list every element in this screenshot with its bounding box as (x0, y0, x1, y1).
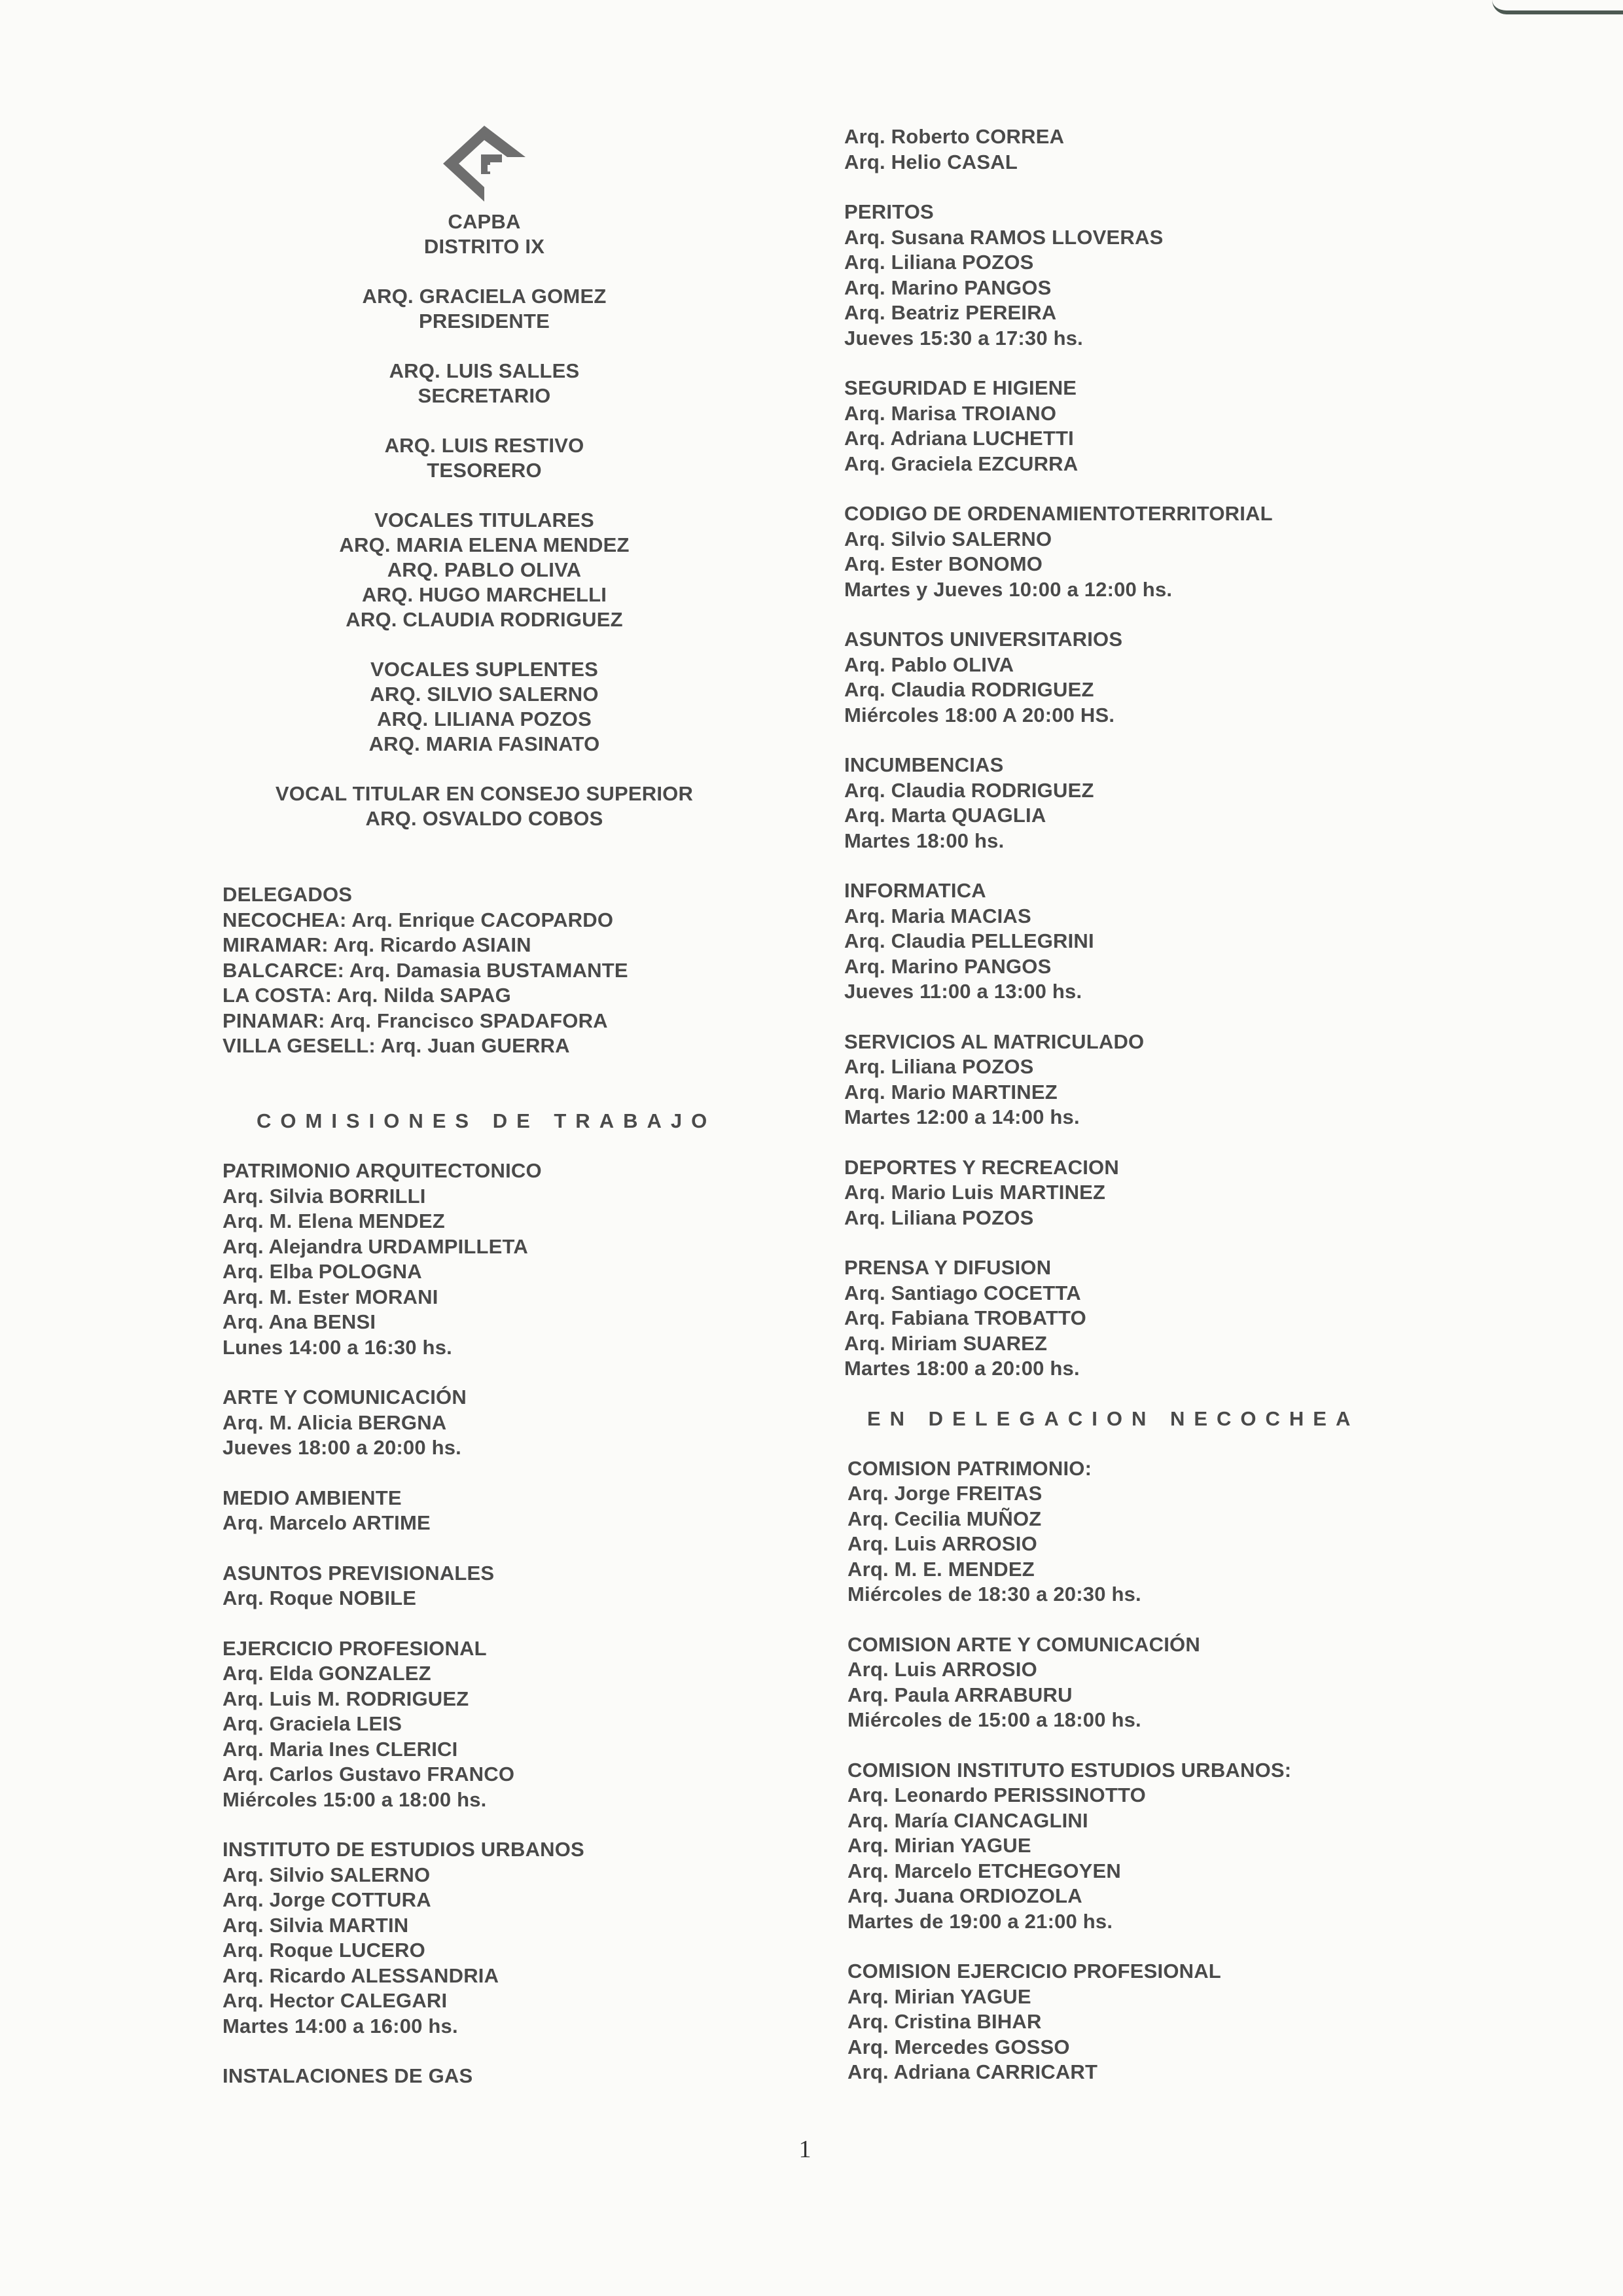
schedule-line: Miércoles 18:00 A 20:00 HS. (844, 703, 1115, 726)
comision-section (844, 878, 1577, 1005)
header-line: ARQ. HUGO MARCHELLI (361, 583, 607, 606)
section-title: ASUNTOS UNIVERSITARIOS (844, 628, 1123, 651)
member-line: Arq. Silvio SALERNO (223, 1863, 431, 1886)
necochea-heading: EN DELEGACION NECOCHEA (867, 1407, 1360, 1430)
section-title: CODIGO DE ORDENAMIENTOTERRITORIAL (844, 502, 1273, 525)
comision-section (844, 1255, 1577, 1382)
section-title: ARTE Y COMUNICACIÓN (223, 1386, 467, 1408)
member-line: Arq. Graciela EZCURRA (844, 452, 1079, 475)
header-line: VOCAL TITULAR EN CONSEJO SUPERIOR (275, 782, 694, 805)
header-line: TESORERO (427, 459, 542, 482)
member-line: Arq. Silvia MARTIN (223, 1913, 409, 1937)
delegate-line: LA COSTA: Arq. Nilda SAPAG (223, 984, 511, 1007)
schedule-line: Martes 18:00 a 20:00 hs. (844, 1357, 1080, 1380)
member-line: Arq. Paula ARRABURU (847, 1683, 1073, 1706)
member-line: Arq. Marisa TROIANO (844, 401, 1057, 425)
header-line: ARQ. PABLO OLIVA (387, 558, 582, 581)
schedule-line: Lunes 14:00 a 16:30 hs. (223, 1335, 452, 1359)
comision-section (844, 501, 1577, 602)
member-line: Arq. Pablo OLIVA (844, 653, 1014, 676)
member-line: Arq. Graciela LEIS (223, 1712, 402, 1735)
member-line: Arq. Adriana CARRICART (847, 2060, 1098, 2083)
member-line: Arq. Claudia RODRIGUEZ (844, 678, 1094, 701)
necochea-section (847, 1456, 1577, 1607)
scan-corner-mark (1492, 0, 1623, 14)
member-line: Arq. Jorge COTTURA (223, 1888, 431, 1911)
comision-section (844, 200, 1577, 351)
section-title: COMISION INSTITUTO ESTUDIOS URBANOS: (847, 1758, 1292, 1782)
comision-continuation (844, 124, 1577, 175)
member-line: Arq. Marta QUAGLIA (844, 804, 1046, 827)
member-line: Arq. Marino PANGOS (844, 276, 1052, 299)
section-title: INCUMBENCIAS (844, 753, 1004, 776)
section-title: DELEGADOS (223, 883, 353, 906)
section-title: PATRIMONIO ARQUITECTONICO (223, 1159, 542, 1182)
header-line: DISTRITO IX (423, 235, 545, 258)
member-line: Arq. Helio CASAL (844, 150, 1018, 173)
necochea-section (847, 1632, 1577, 1733)
member-line: Arq. Ester BONOMO (844, 552, 1043, 575)
member-line: Arq. María CIANCAGLINI (847, 1808, 1088, 1832)
comisiones-left-column (223, 1109, 812, 2114)
header-line: CAPBA (448, 210, 521, 233)
comision-section (223, 1486, 812, 1536)
member-line: Arq. Liliana POZOS (844, 1055, 1034, 1078)
header-line: ARQ. LILIANA POZOS (377, 708, 592, 730)
header-line: ARQ. SILVIO SALERNO (370, 683, 599, 706)
schedule-line: Martes 12:00 a 14:00 hs. (844, 1105, 1080, 1128)
member-line: Arq. Maria Ines CLERICI (223, 1737, 458, 1761)
section-title: INSTALACIONES DE GAS (223, 2064, 473, 2087)
right-column (844, 124, 1577, 2110)
member-line: Arq. Alejandra URDAMPILLETA (223, 1234, 528, 1258)
schedule-line: Martes y Jueves 10:00 a 12:00 hs. (844, 577, 1173, 601)
header-line: ARQ. LUIS SALLES (389, 359, 580, 382)
member-line: Arq. Silvio SALERNO (844, 527, 1052, 550)
header-line: VOCALES TITULARES (374, 509, 594, 531)
section-title: SEGURIDAD E HIGIENE (844, 376, 1077, 399)
delegate-line: BALCARCE: Arq. Damasia BUSTAMANTE (223, 958, 628, 982)
section-title: COMISION PATRIMONIO: (847, 1456, 1092, 1480)
member-line: Arq. Cristina BIHAR (847, 2010, 1042, 2033)
header-line: PRESIDENTE (418, 310, 550, 332)
comision-section (844, 1155, 1577, 1231)
member-line: Arq. M. E. MENDEZ (847, 1557, 1035, 1581)
comision-section (223, 1385, 812, 1461)
header-line: SECRETARIO (418, 384, 551, 407)
member-line: Arq. Roque NOBILE (223, 1587, 417, 1609)
page-number: 1 (798, 2136, 812, 2163)
member-line: Arq. M. Alicia BERGNA (223, 1410, 447, 1434)
member-line: Arq. Hector CALEGARI (223, 1989, 448, 2012)
section-title: MEDIO AMBIENTE (223, 1486, 402, 1509)
comision-section (844, 376, 1577, 476)
comision-section (844, 1030, 1577, 1130)
member-line: Arq. M. Elena MENDEZ (223, 1210, 445, 1232)
delegate-line: VILLA GESELL: Arq. Juan GUERRA (223, 1034, 570, 1057)
comision-section (223, 1837, 812, 2039)
comision-section (223, 1636, 812, 1813)
member-line: Arq. Leonardo PERISSINOTTO (847, 1784, 1146, 1806)
member-line: Arq. Maria MACIAS (844, 904, 1031, 927)
schedule-line: Jueves 11:00 a 13:00 hs. (844, 980, 1082, 1003)
member-line: Arq. Adriana LUCHETTI (844, 427, 1074, 450)
member-line: Arq. Ana BENSI (223, 1310, 376, 1333)
member-line: Arq. Marino PANGOS (844, 954, 1052, 978)
comision-section (844, 627, 1577, 728)
member-line: Arq. Liliana POZOS (844, 1206, 1034, 1229)
necochea-section (847, 1758, 1577, 1935)
schedule-line: Jueves 15:30 a 17:30 hs. (844, 326, 1083, 350)
section-title: EJERCICIO PROFESIONAL (223, 1636, 487, 1660)
capba-logo-icon (442, 124, 527, 203)
section-title: COMISION EJERCICIO PROFESIONAL (847, 1960, 1221, 1982)
delegate-line: PINAMAR: Arq. Francisco SPADAFORA (223, 1009, 608, 1032)
member-line: Arq. Miriam SUAREZ (844, 1331, 1048, 1355)
header-line: ARQ. MARIA ELENA MENDEZ (339, 533, 630, 556)
member-line: Arq. Marcelo ARTIME (223, 1511, 431, 1534)
header-line: ARQ. MARIA FASINATO (368, 732, 600, 755)
member-line: Arq. Juana ORDIOZOLA (847, 1884, 1082, 1907)
delegate-line: NECOCHEA: Arq. Enrique CACOPARDO (223, 908, 614, 931)
section-title: PERITOS (844, 200, 934, 223)
schedule-line: Miércoles de 18:30 a 20:30 hs. (847, 1583, 1141, 1605)
section-title: PRENSA Y DIFUSION (844, 1256, 1052, 1279)
section-title: INFORMATICA (844, 879, 986, 902)
schedule-line: Martes de 19:00 a 21:00 hs. (847, 1909, 1113, 1933)
member-line: Arq. Roberto CORREA (844, 125, 1065, 148)
member-line: Arq. Claudia PELLEGRINI (844, 929, 1094, 952)
section-title: DEPORTES Y RECREACION (844, 1155, 1119, 1179)
member-line: Arq. Roque LUCERO (223, 1939, 425, 1962)
delegate-line: MIRAMAR: Arq. Ricardo ASIAIN (223, 933, 531, 956)
member-line: Arq. Mirian YAGUE (847, 1984, 1031, 2008)
header-line: ARQ. OSVALDO COBOS (365, 807, 603, 830)
header-line: VOCALES SUPLENTES (370, 658, 598, 681)
member-line: Arq. Luis ARROSIO (847, 1532, 1037, 1555)
member-line: Arq. Ricardo ALESSANDRIA (223, 1964, 499, 1987)
comision-section (223, 1561, 812, 1611)
schedule-line: Miércoles de 15:00 a 18:00 hs. (847, 1708, 1141, 1731)
schedule-line: Miércoles 15:00 a 18:00 hs. (223, 1787, 487, 1811)
header-line: ARQ. LUIS RESTIVO (384, 434, 584, 457)
member-line: Arq. Susana RAMOS LLOVERAS (844, 225, 1164, 249)
member-line: Arq. Marcelo ETCHEGOYEN (847, 1859, 1122, 1882)
header-line: ARQ. CLAUDIA RODRIGUEZ (346, 608, 623, 631)
comisiones-heading: COMISIONES DE TRABAJO (257, 1109, 717, 1132)
section-title: ASUNTOS PREVISIONALES (223, 1561, 495, 1585)
member-line: Arq. Mirian YAGUE (847, 1834, 1031, 1857)
section-title: SERVICIOS AL MATRICULADO (844, 1030, 1145, 1053)
comision-section (223, 1158, 812, 1360)
schedule-line: Jueves 18:00 a 20:00 hs. (223, 1436, 461, 1459)
member-line: Arq. Liliana POZOS (844, 251, 1034, 274)
member-line: Arq. Elba POLOGNA (223, 1260, 422, 1283)
section-title: INSTITUTO DE ESTUDIOS URBANOS (223, 1838, 584, 1861)
comision-section (223, 2064, 812, 2089)
comision-section (844, 753, 1577, 853)
member-line: Arq. Cecilia MUÑOZ (847, 1507, 1042, 1530)
member-line: Arq. Mario Luis MARTINEZ (844, 1181, 1106, 1204)
section-title: COMISION ARTE Y COMUNICACIÓN (847, 1632, 1200, 1656)
schedule-line: Martes 18:00 hs. (844, 829, 1005, 852)
member-line: Arq. Jorge FREITAS (847, 1482, 1043, 1505)
member-line: Arq. Fabiana TROBATTO (844, 1306, 1086, 1329)
member-line: Arq. M. Ester MORANI (223, 1285, 438, 1308)
member-line: Arq. Luis ARROSIO (847, 1658, 1037, 1681)
member-line: Arq. Beatriz PEREIRA (844, 301, 1057, 324)
member-line: Arq. Elda GONZALEZ (223, 1662, 431, 1685)
member-line: Arq. Silvia BORRILLI (223, 1184, 426, 1208)
member-line: Arq. Carlos Gustavo FRANCO (223, 1763, 515, 1785)
schedule-line: Martes 14:00 a 16:00 hs. (223, 2014, 458, 2037)
member-line: Arq. Mercedes GOSSO (847, 2035, 1070, 2058)
member-line: Arq. Mario MARTINEZ (844, 1080, 1058, 1103)
member-line: Arq. Santiago COCETTA (844, 1281, 1081, 1304)
necochea-section (847, 1959, 1577, 2085)
member-line: Arq. Claudia RODRIGUEZ (844, 778, 1094, 802)
member-line: Arq. Luis M. RODRIGUEZ (223, 1687, 469, 1710)
header-line: ARQ. GRACIELA GOMEZ (362, 285, 607, 308)
